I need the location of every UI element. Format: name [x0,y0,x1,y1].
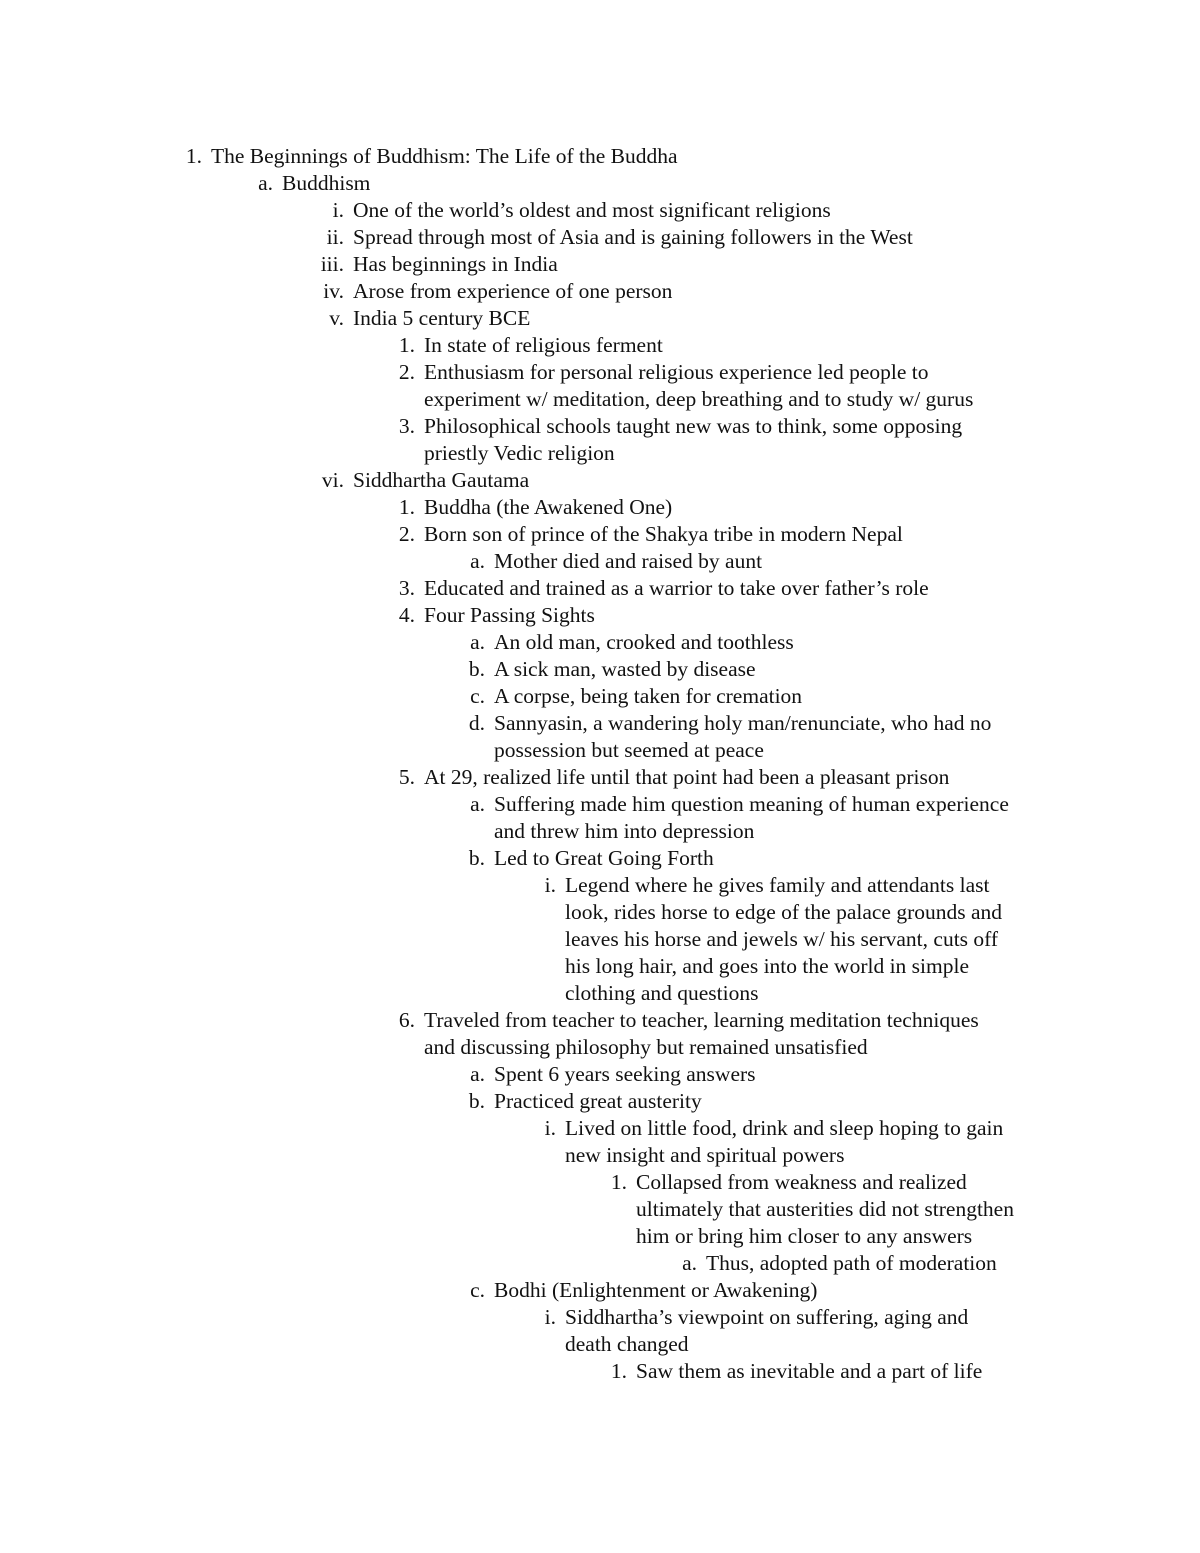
outline-text: him or bring him closer to any answers [636,1224,973,1248]
outline-text: possession but seemed at peace [494,738,764,762]
outline-marker: 2. [398,360,415,384]
outline-text: ultimately that austerities did not strengthen [636,1197,1014,1221]
outline-item-continuation [0,926,1200,953]
outline-text: Practiced great austerity [494,1089,702,1113]
outline-text: Traveled from teacher to teacher, learning meditation techniques [424,1008,979,1032]
outline-text: Siddhartha’s viewpoint on suffering, aging and [565,1305,969,1329]
outline-marker: 3. [398,414,415,438]
outline-text: The Beginnings of Buddhism: The Life of the Buddha [211,144,678,168]
outline-item [0,1088,1200,1115]
outline-item [0,251,1200,278]
outline-text: A sick man, wasted by disease [494,657,756,681]
outline-item [0,1007,1200,1034]
outline-text: clothing and questions [565,981,759,1005]
outline-item [0,170,1200,197]
outline-text: new insight and spiritual powers [565,1143,845,1167]
outline-marker: d. [468,711,485,735]
outline-marker: a. [470,549,485,573]
outline-item-continuation [0,1196,1200,1223]
outline-marker: b. [468,1089,485,1113]
outline-text: priestly Vedic religion [424,441,615,465]
outline-marker: a. [682,1251,697,1275]
outline-item [0,494,1200,521]
outline-text: Buddhism [282,171,371,195]
outline-marker: 1. [610,1170,627,1194]
outline-item [0,791,1200,818]
outline-marker: 1. [398,495,415,519]
outline-text: Suffering made him question meaning of human experience [494,792,1009,816]
outline-marker: 4. [398,603,415,627]
outline-marker: i. [544,873,556,897]
outline-marker: b. [468,657,485,681]
outline-text: Spread through most of Asia and is gaining followers in the West [353,225,913,249]
outline-text: and threw him into depression [494,819,755,843]
outline-item [0,305,1200,332]
outline-item [0,359,1200,386]
outline-item [0,1169,1200,1196]
outline-item [0,413,1200,440]
outline-item [0,575,1200,602]
outline-item [0,1061,1200,1088]
outline-text: Mother died and raised by aunt [494,549,763,573]
outline-text: Spent 6 years seeking answers [494,1062,756,1086]
outline-item-continuation [0,818,1200,845]
outline-marker: i. [544,1305,556,1329]
outline-item-continuation [0,953,1200,980]
outline-item-continuation [0,1142,1200,1169]
outline-marker: 6. [398,1008,415,1032]
outline-item-continuation [0,1331,1200,1358]
outline-item [0,764,1200,791]
outline-text: At 29, realized life until that point had been a pleasant prison [424,765,950,789]
outline-item [0,467,1200,494]
outline-marker: iii. [320,252,344,276]
outline-marker: c. [470,684,485,708]
outline-item [0,683,1200,710]
outline-marker: i. [544,1116,556,1140]
outline-text: Educated and trained as a warrior to take over father’s role [424,576,929,600]
outline-marker: iv. [323,279,344,303]
outline-item [0,143,1200,170]
outline-text: Lived on little food, drink and sleep hoping to gain [565,1116,1004,1140]
outline-item [0,1277,1200,1304]
outline-item [0,1304,1200,1331]
outline-marker: 3. [398,576,415,600]
outline-item [0,710,1200,737]
outline-text: One of the world’s oldest and most significant religions [353,198,831,222]
outline-marker: c. [470,1278,485,1302]
outline-text: India 5 century BCE [353,306,531,330]
outline-marker: a. [470,630,485,654]
outline-text: Thus, adopted path of moderation [706,1251,997,1275]
outline-text: Sannyasin, a wandering holy man/renunciate, who had no [494,711,992,735]
outline-text: Has beginnings in India [353,252,558,276]
outline-item [0,224,1200,251]
outline-item-continuation [0,440,1200,467]
outline-item-continuation [0,980,1200,1007]
outline-item-continuation [0,1223,1200,1250]
outline-item-continuation [0,1034,1200,1061]
outline-marker: 1. [398,333,415,357]
outline-marker: ii. [326,225,344,249]
outline-item [0,332,1200,359]
outline-text: death changed [565,1332,689,1356]
outline-text: experiment w/ meditation, deep breathing and to study w/ gurus [424,387,974,411]
outline-text: Born son of prince of the Shakya tribe in modern Nepal [424,522,903,546]
outline-text: his long hair, and goes into the world in simple [565,954,970,978]
outline-text: and discussing philosophy but remained unsatisfied [424,1035,868,1059]
outline-item [0,548,1200,575]
outline-item [0,845,1200,872]
outline-text: Buddha (the Awakened One) [424,495,673,519]
outline-item [0,1358,1200,1385]
outline-marker: a. [470,792,485,816]
outline-item [0,1250,1200,1277]
outline-text: leaves his horse and jewels w/ his servant, cuts off [565,927,999,951]
outline-marker: b. [468,846,485,870]
outline-text: Saw them as inevitable and a part of life [636,1359,983,1383]
outline-item [0,602,1200,629]
outline-marker: 2. [398,522,415,546]
outline-marker: 5. [398,765,415,789]
outline-text: Enthusiasm for personal religious experience led people to [424,360,929,384]
outline-text: Legend where he gives family and attendants last [565,873,990,897]
outline-item-continuation [0,386,1200,413]
outline-item-continuation [0,899,1200,926]
outline-marker: i. [332,198,344,222]
outline-item [0,197,1200,224]
outline-text: Four Passing Sights [424,603,595,627]
outline-text: Bodhi (Enlightenment or Awakening) [494,1278,818,1302]
outline-text: An old man, crooked and toothless [494,630,794,654]
outline-text: A corpse, being taken for cremation [494,684,803,708]
outline-item [0,1115,1200,1142]
outline-text: Philosophical schools taught new was to think, some opposing [424,414,963,438]
outline-text: Siddhartha Gautama [353,468,530,492]
outline-text: Collapsed from weakness and realized [636,1170,967,1194]
outline-text: In state of religious ferment [424,333,663,357]
outline-item-continuation [0,737,1200,764]
outline-item [0,629,1200,656]
outline-item [0,656,1200,683]
outline-marker: v. [329,306,344,330]
outline-item [0,872,1200,899]
outline-item [0,278,1200,305]
outline-marker: 1. [610,1359,627,1383]
outline-marker: a. [470,1062,485,1086]
outline-marker: a. [258,171,273,195]
outline-item [0,521,1200,548]
outline-marker: 1. [185,144,202,168]
outline-text: look, rides horse to edge of the palace grounds and [565,900,1003,924]
outline-marker: vi. [321,468,344,492]
outline-text: Arose from experience of one person [353,279,673,303]
outline-text: Led to Great Going Forth [494,846,714,870]
